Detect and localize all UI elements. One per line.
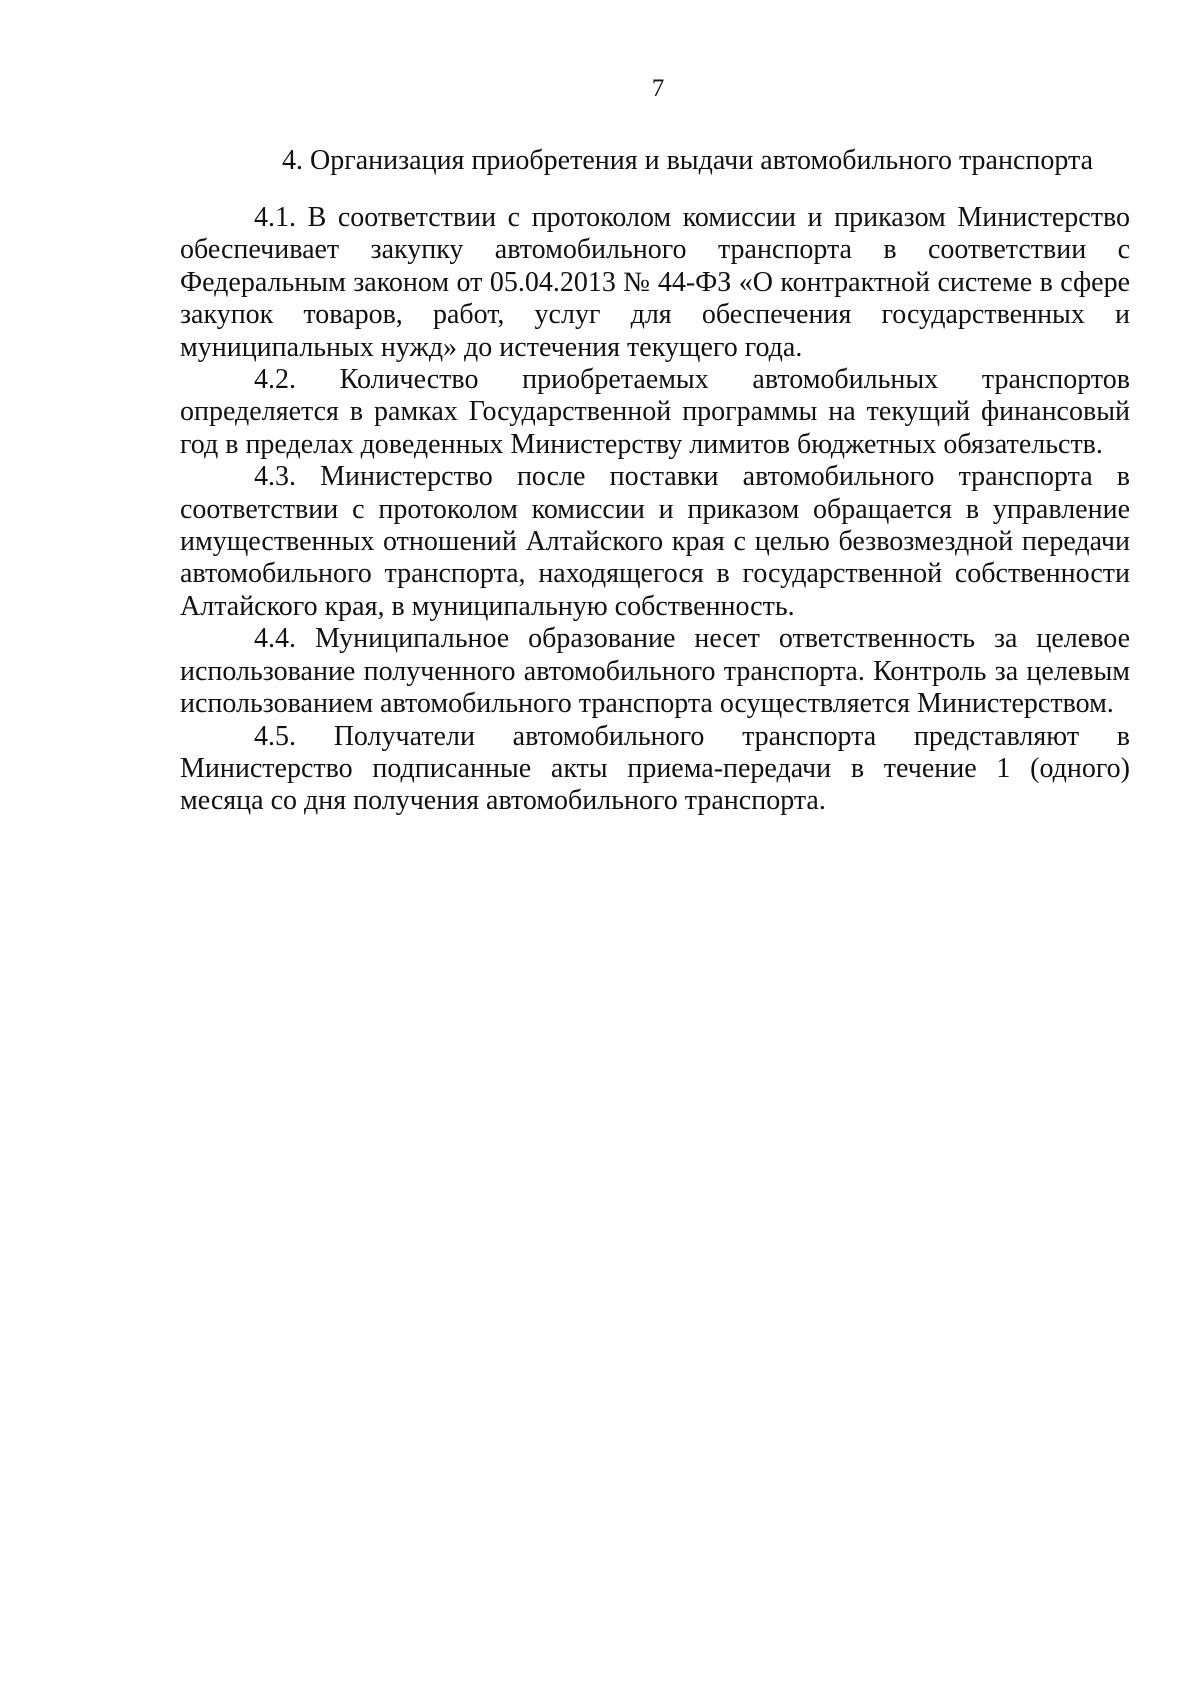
page-number: 7 [651, 75, 665, 102]
clause-4-1: 4.1. В соответствии с протоколом комиссии и приказом Министерство обеспечивает закупку автомобильного транспорта в соответствии с Федеральным законом от 05.04.2013 № 44-ФЗ «О контрактной системе в сфере закупок товаров, работ, услуг для обеспечения государственных и муниципальных нужд» до истечения текущего года. [180, 202, 1130, 363]
clause-4-2: 4.2. Количество приобретаемых автомобильных транспортов определяется в рамках Государственной программы на текущий финансовый год в пределах доведенных Министерству лимитов бюджетных обязательств. [180, 364, 1130, 460]
clause-4-5: 4.5. Получатели автомобильного транспорта представляют в Министерство подписанные акты приема-передачи в течение 1 (одного) месяца со дня получения автомобильного транспорта. [180, 720, 1130, 817]
clause-4-4: 4.4. Муниципальное образование несет ответственность за целевое использование полученного автомобильного транспорта. Контроль за целевым использованием автомобильного транспорта осуществляется Министерством. [180, 623, 1130, 720]
section-heading: 4. Организация приобретения и выдачи автомобильного транспорта [282, 145, 1094, 176]
document-body [180, 202, 1130, 818]
clause-4-3: 4.3. Министерство после поставки автомобильного транспорта в соответствии с протоколом комиссии и приказом обращается в управление имущественных отношений Алтайского края с целью безвозмездной передачи автомобильного транспорта, находящегося в государственной собственности Алтайского края, в муниципальную собственность. [180, 461, 1130, 622]
